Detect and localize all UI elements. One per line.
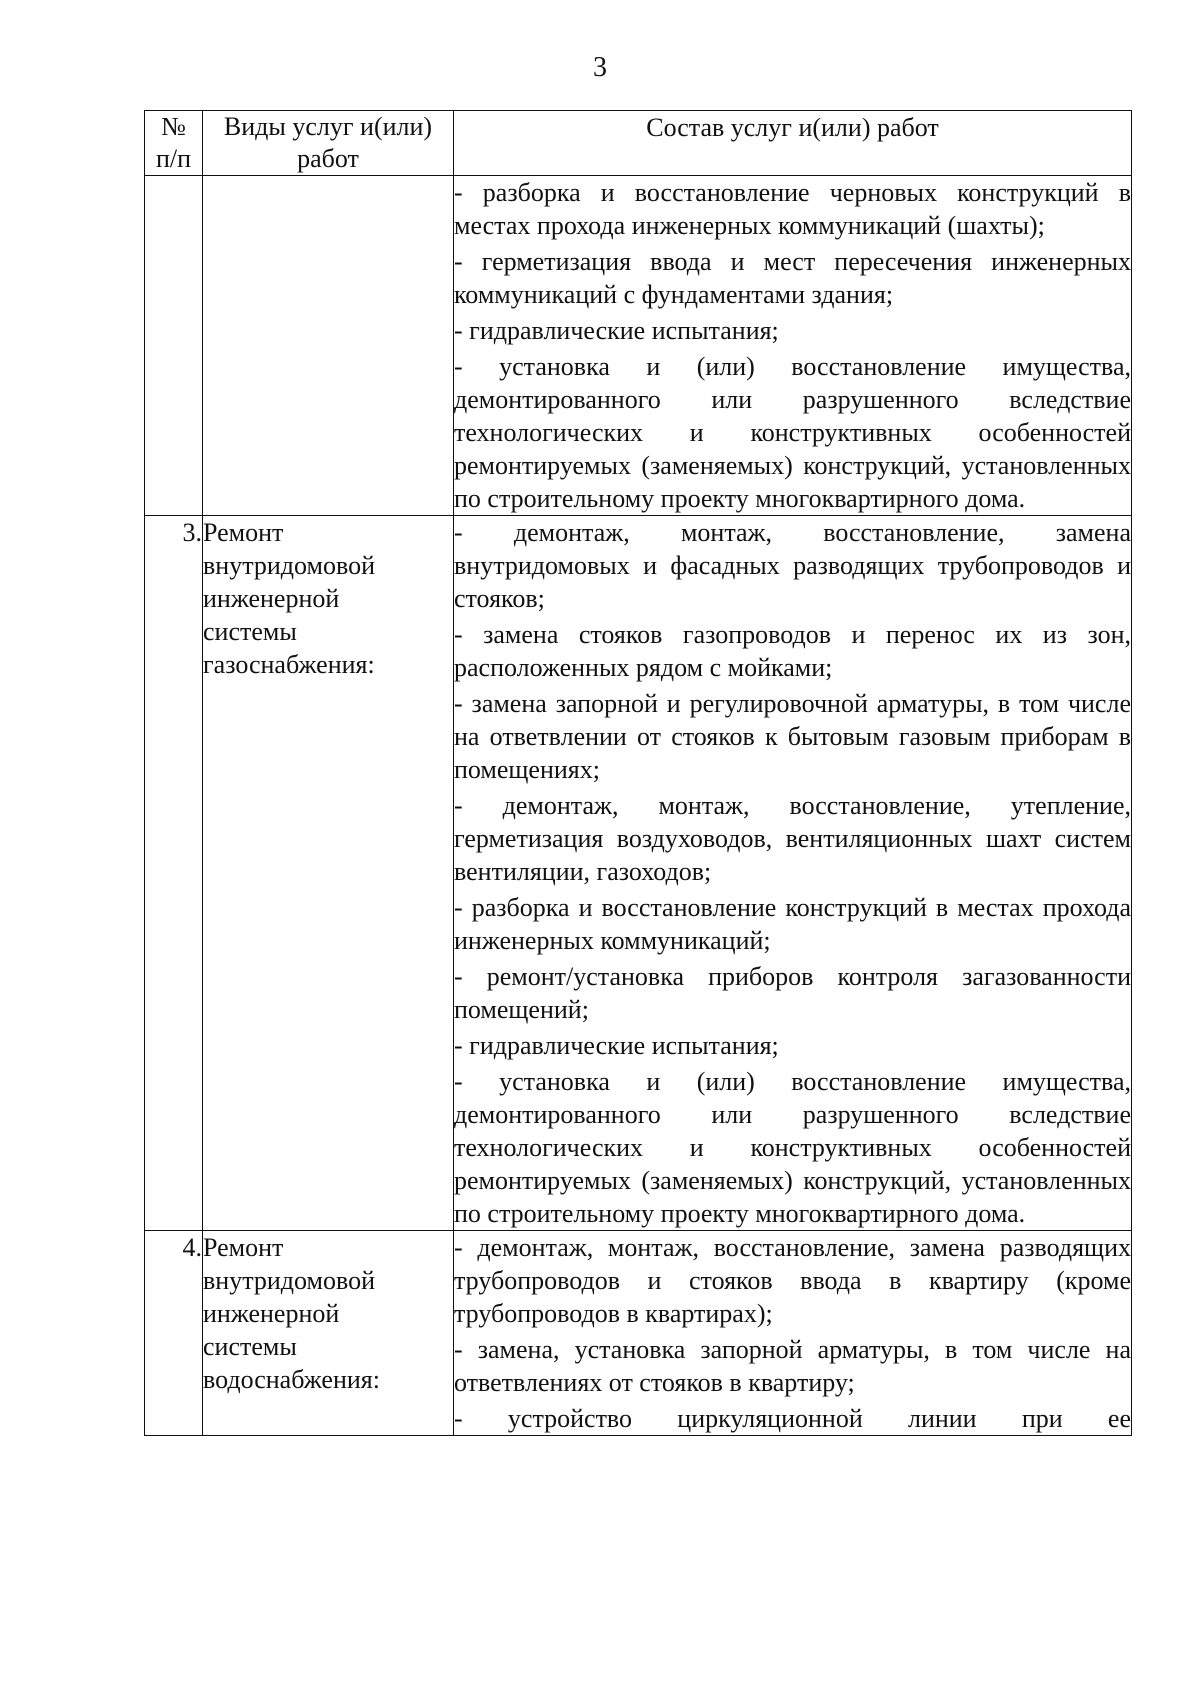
row-kind-line: инженерной	[203, 584, 340, 613]
header-composition: Состав услуг и(или) работ	[454, 111, 1132, 176]
composition-item: - демонтаж, монтаж, восстановление, замена внутридомовых и фасадных разводящих трубопроводов и стояков;	[454, 518, 1131, 613]
row-number: 4.	[145, 1231, 203, 1436]
row-kind	[203, 1231, 454, 1436]
row-composition	[454, 176, 1132, 516]
row-kind-line: газоснабжения:	[203, 650, 375, 679]
row-kind	[203, 176, 454, 516]
row-kind-line: Ремонт	[203, 1233, 284, 1262]
table-row	[145, 516, 1132, 1231]
header-kind-line1: Виды услуг и(или)	[223, 112, 433, 141]
composition-item: - гидравлические испытания;	[454, 1031, 779, 1060]
composition-item: - демонтаж, монтаж, восстановление, замена разводящих трубопроводов и стояков ввода в квартиру (кроме трубопроводов в квартирах);	[454, 1233, 1131, 1328]
row-composition	[454, 1231, 1132, 1436]
composition-item: - разборка и восстановление черновых конструкций в местах прохода инженерных коммуникаций (шахты);	[454, 178, 1131, 240]
composition-item: - замена, установка запорной арматуры, в том числе на ответвлениях от стояков в квартиру;	[454, 1335, 1131, 1397]
row-kind-line: инженерной	[203, 1299, 340, 1328]
composition-item: - замена стояков газопроводов и перенос их из зон, расположенных рядом с мойками;	[454, 620, 1131, 682]
composition-item: - замена запорной и регулировочной арматуры, в том числе на ответвлении от стояков к бытовым газовым приборам в помещениях;	[454, 689, 1131, 784]
composition-item: - установка и (или) восстановление имущества, демонтированного или разрушенного вследствие технологических и конструктивных особенностей ремонтируемых (заменяемых) конструкций, установленных по строительному проекту многоквартирного дома.	[454, 352, 1131, 513]
header-kind-line2: работ	[297, 144, 359, 173]
header-number-line2: п/п	[155, 144, 192, 173]
row-kind-line: внутридомовой	[203, 551, 375, 580]
composition-item: - герметизация ввода и мест пересечения инженерных коммуникаций с фундаментами здания;	[454, 247, 1131, 309]
header-number-line1: №	[161, 112, 186, 141]
row-kind-line: внутридомовой	[203, 1266, 375, 1295]
composition-item: - демонтаж, монтаж, восстановление, утепление, герметизация воздуховодов, вентиляционных шахт систем вентиляции, газоходов;	[454, 791, 1131, 886]
row-number: 3.	[145, 516, 203, 1231]
composition-item: - устройство циркуляционной линии при ее	[454, 1404, 1131, 1433]
composition-item: - ремонт/установка приборов контроля загазованности помещений;	[454, 962, 1131, 1024]
table-row	[145, 1231, 1132, 1436]
row-kind	[203, 516, 454, 1231]
composition-item: - гидравлические испытания;	[454, 316, 779, 345]
table-header-row	[145, 111, 1132, 176]
services-table	[144, 110, 1132, 1436]
table-row	[145, 176, 1132, 516]
row-kind-line: системы	[203, 617, 297, 646]
row-kind-line: водоснабжения:	[203, 1365, 380, 1394]
header-number	[145, 111, 203, 176]
row-kind-line: Ремонт	[203, 518, 284, 547]
page-number: 3	[593, 52, 607, 83]
composition-item: - разборка и восстановление конструкций в местах прохода инженерных коммуникаций;	[454, 893, 1131, 955]
row-composition	[454, 516, 1132, 1231]
row-number	[145, 176, 203, 516]
row-kind-line: системы	[203, 1332, 297, 1361]
header-kind	[203, 111, 454, 176]
composition-item: - установка и (или) восстановление имущества, демонтированного или разрушенного вследствие технологических и конструктивных особенностей ремонтируемых (заменяемых) конструкций, установленных по строительному проекту многоквартирного дома.	[454, 1067, 1131, 1228]
